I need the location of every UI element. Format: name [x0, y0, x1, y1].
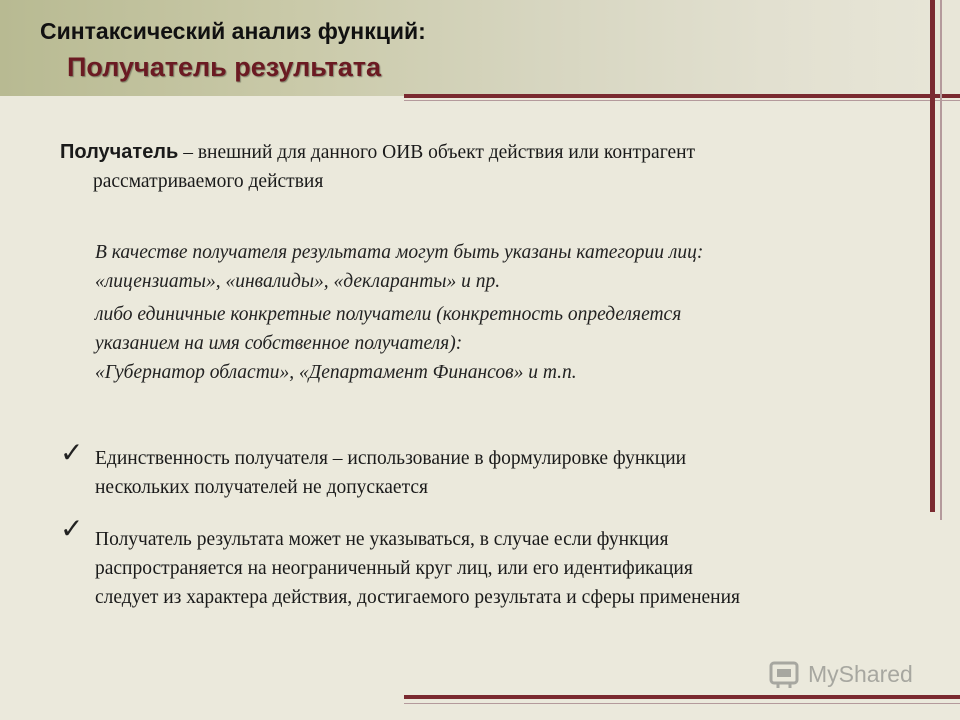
examples-line: указанием на имя собственное получателя): — [95, 333, 463, 354]
bullet-line: нескольких получателей не допускается — [95, 477, 428, 498]
watermark-text: MyShared — [808, 660, 913, 687]
slide-title: Синтаксический анализ функций: — [40, 18, 426, 44]
examples-line: «лицензиаты», «инвалиды», «декларанты» и пр. — [95, 271, 501, 292]
examples-line: либо единичные конкретные получатели (конкретность определяется — [95, 304, 682, 325]
bullet-item — [95, 525, 915, 612]
bullet-line: Единственность получателя – использование в формулировке функции — [95, 448, 687, 469]
myshared-logo-icon — [768, 657, 802, 691]
myshared-watermark — [768, 656, 913, 692]
bullet-line: распространяется на неограниченный круг лиц, или его идентификация — [95, 558, 693, 579]
slide-subtitle: Получатель результата — [67, 52, 381, 82]
definition-term: Получатель — [60, 141, 179, 163]
definition-text-cont: рассматриваемого действия — [93, 171, 324, 192]
examples-categories — [95, 238, 895, 296]
checkmark-icon: ✓ — [60, 436, 84, 469]
bullet-line: Получатель результата может не указываться, в случае если функция — [95, 529, 669, 550]
definition-text: – внешний для данного ОИВ объект действия или контрагент — [178, 142, 696, 163]
checkmark-icon: ✓ — [60, 512, 84, 545]
definition-paragraph — [60, 138, 900, 196]
bullet-item — [95, 444, 895, 502]
examples-line: «Губернатор области», «Департамент Финансов» и т.п. — [95, 362, 577, 383]
examples-line: В качестве получателя результата могут быть указаны категории лиц: — [95, 242, 704, 263]
examples-individuals — [95, 300, 895, 387]
bullet-line: следует из характера действия, достигаемого результата и сферы применения — [95, 587, 741, 608]
